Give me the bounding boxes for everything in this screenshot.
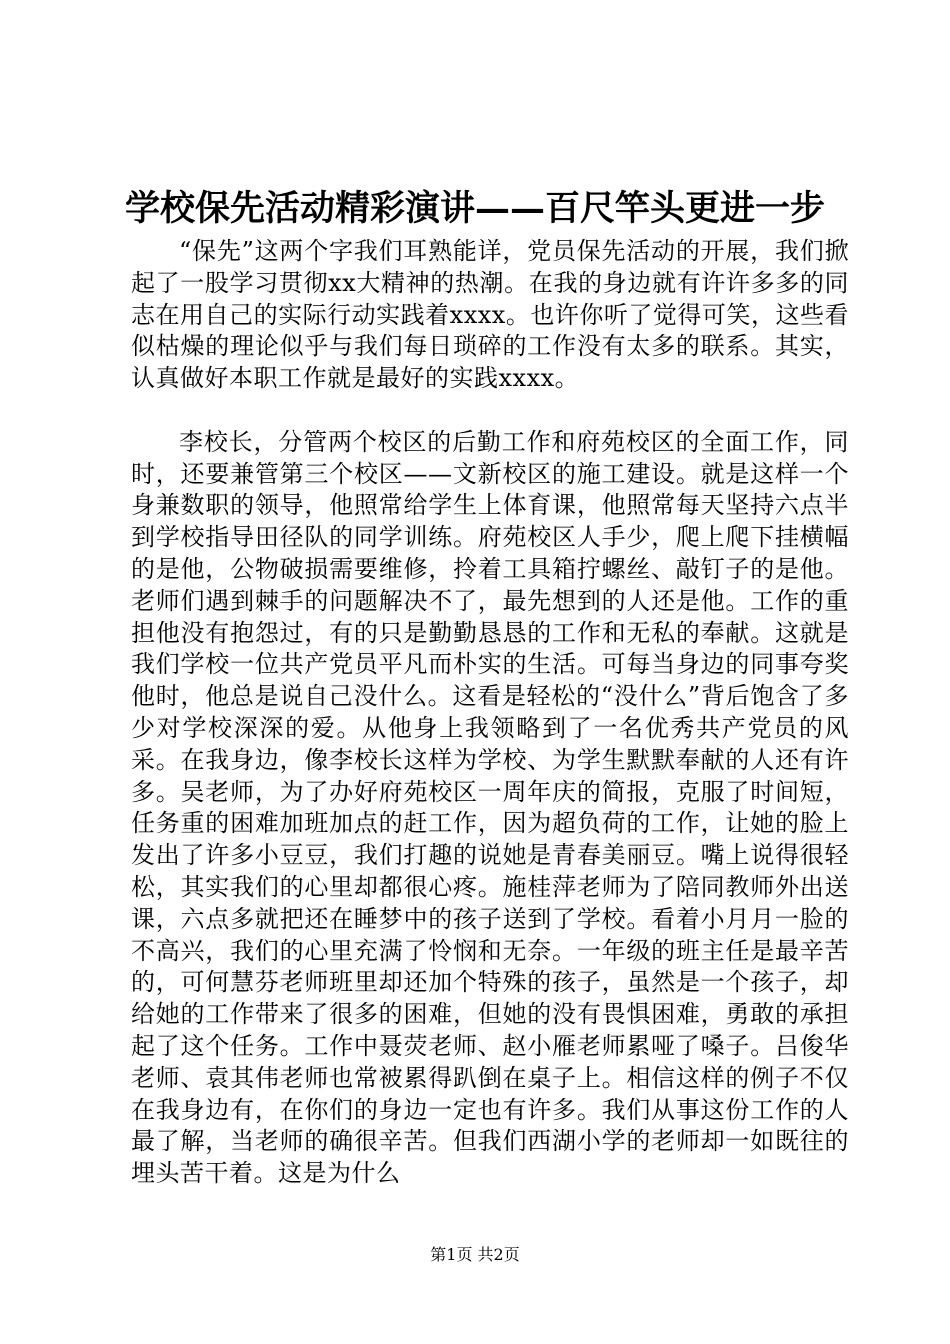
paragraph-main: 李校长，分管两个校区的后勤工作和府苑校区的全面工作，同时，还要兼管第三个校区——文新校区的施工建设。就是这样一个身兼数职的领导，他照常给学生上体育课，他照常每天坚持六点半到学校指导田径队的同学训练。府苑校区人手少，爬上爬下挂横幅的是他，公物破损需要维修，拎着工具箱拧螺丝、敲钉子的是他。老师们遇到棘手的问题解决不了，最先想到的人还是他。工作的重担他没有抱怨过，有的只是勤勤恳恳的工作和无私的奉献。这就是我们学校一位共产党员平凡而朴实的生活。可每当身边的同事夸奖他时，他总是说自己没什么。这看是轻松的“没什么”背后饱含了多少对学校深深的爱。从他身上我领略到了一名优秀共产党员的风采。在我身边，像李校长这样为学校、为学生默默奉献的人还有许多。吴老师，为了办好府苑校区一周年庆的简报，克服了时间短，任务重的困难加班加点的赶工作，因为超负荷的工作，让她的脸上发出了许多小豆豆，我们打趣的说她是青春美丽豆。嘴上说得很轻松，其实我们的心里却都很心疼。施桂萍老师为了陪同教师外出送课，六点多就把还在睡梦中的孩子送到了学校。看着小月月一脸的不高兴，我们的心里充满了怜悯和无奈。一年级的班主任是最辛苦的，可何慧芬老师班里却还加个特殊的孩子，虽然是一个孩子，却给她的工作带来了很多的困难，但她的没有畏惧困难，勇敢的承担起了这个任务。工作中聂荧老师、赵小雁老师累哑了嗓子。吕俊华老师、袁其伟老师也常被累得趴倒在桌子上。相信这样的例子不仅在我身边有，在你们的身边一定也有许多。我们从事这份工作的人最了解，当老师的确很辛苦。但我们西湖小学的老师却一如既往的埋头苦干着。这是为什么 (131, 427, 849, 1188)
page-number-footer: 第1页 共2页 (430, 1245, 520, 1264)
document-body (131, 236, 849, 1190)
document-title: 学校保先活动精彩演讲——百尺竿头更进一步 (124, 188, 825, 229)
paragraph-intro: “保先”这两个字我们耳熟能详，党员保先活动的开展，我们掀起了一股学习贯彻xx大精神的热潮。在我的身边就有许许多多的同志在用自己的实际行动实践着xxxx。也许你听了觉得可笑，这些看似枯燥的理论似乎与我们每日琐碎的工作没有太多的联系。其实，认真做好本职工作就是最好的实践xxxx。 (131, 237, 849, 393)
